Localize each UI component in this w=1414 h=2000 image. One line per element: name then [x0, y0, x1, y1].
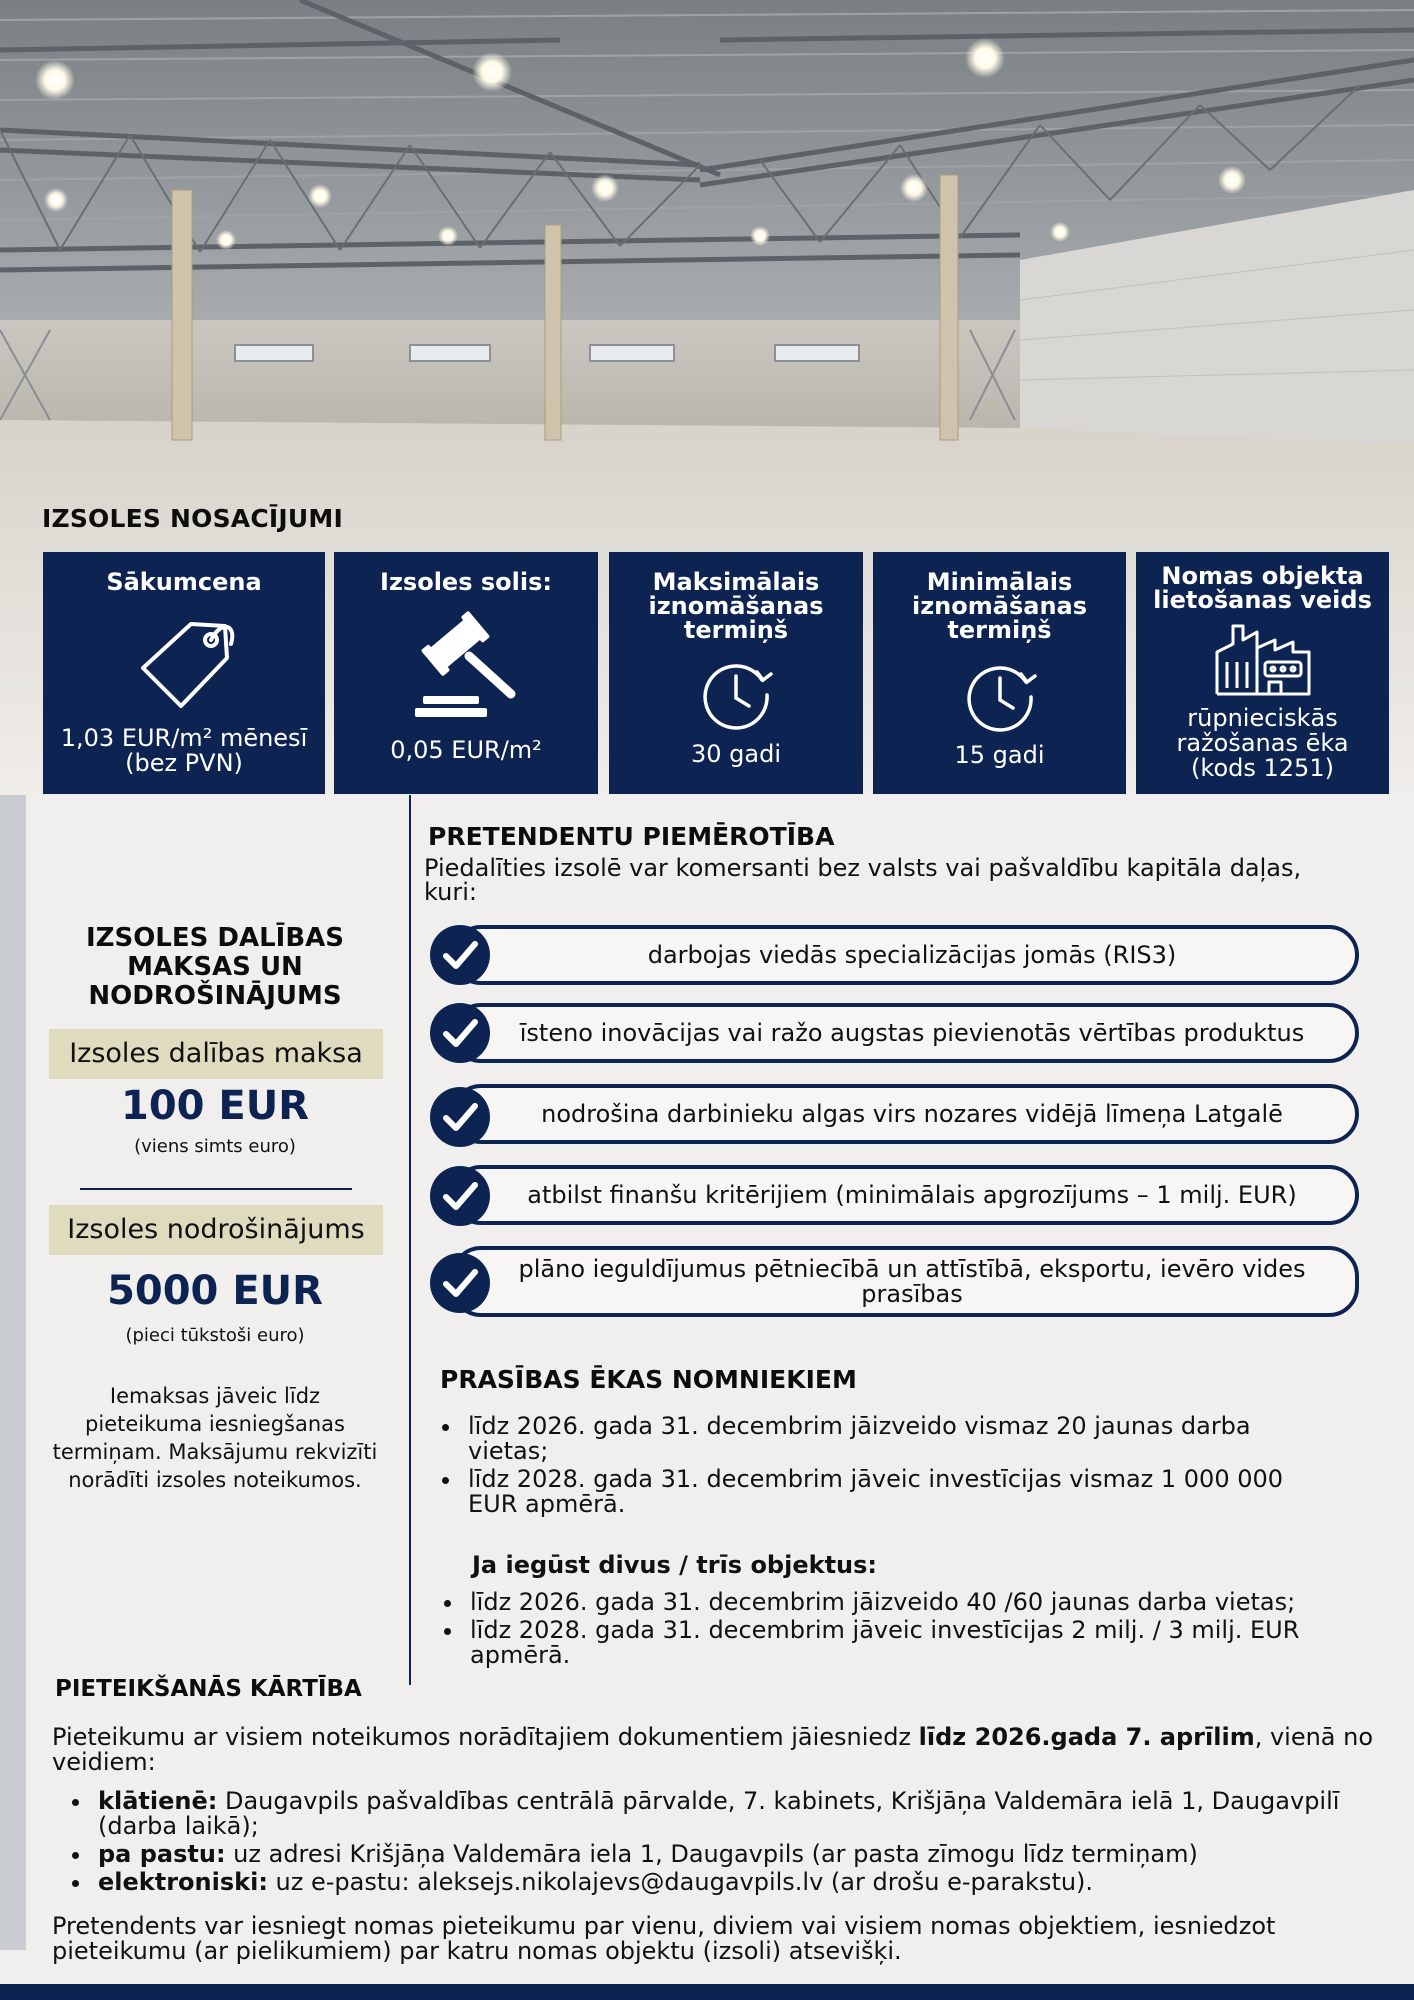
- method-label: elektroniski:: [98, 1868, 268, 1896]
- card-use-type: [1136, 552, 1389, 794]
- application-methods: [68, 1789, 1348, 1898]
- suitability-item-text: plāno ieguldījumus pētniecībā un attīstībā, eksportu, ievēro vides prasības: [518, 1254, 1306, 1308]
- participation-fee-amount: 100 EUR: [120, 1083, 310, 1129]
- card-starting-price: [43, 552, 325, 794]
- method-text: uz adresi Krišjāņa Valdemāra iela 1, Daugavpils (ar pasta zīmogu līdz termiņam): [225, 1840, 1198, 1868]
- list-item: līdz 2026. gada 31. decembrim jāizveido vismaz 20 jaunas darba vietas;: [438, 1414, 1338, 1464]
- card-value: 0,05 EUR/m²: [390, 736, 542, 764]
- suitability-item: [451, 925, 1359, 985]
- checkmark-icon: [430, 1166, 490, 1226]
- participation-fee-words: (viens simts euro): [134, 1136, 296, 1157]
- deposit-words: (pieci tūkstoši euro): [125, 1325, 305, 1346]
- suitability-item: [451, 1003, 1359, 1063]
- participation-fee-label: Izsoles dalības maksa: [49, 1029, 383, 1079]
- checkmark-icon: [430, 1253, 490, 1313]
- list-item: līdz 2026. gada 31. decembrim jāizveido 40 /60 jaunas darba vietas;: [440, 1590, 1360, 1615]
- card-max-term: [609, 552, 863, 794]
- clock-icon: [963, 660, 1037, 738]
- requirements-title: PRASĪBAS ĒKAS NOMNIEKIEM: [440, 1365, 857, 1394]
- suitability-item: [451, 1165, 1359, 1225]
- checkmark-icon: [430, 1003, 490, 1063]
- price-tag-icon: [129, 610, 239, 724]
- suitability-item-text: darbojas viedās specializācijas jomās (RIS3): [647, 940, 1177, 969]
- card-title: Nomas objekta lietošanas veids: [1153, 562, 1372, 614]
- checkmark-icon: [430, 925, 490, 985]
- list-item: [68, 1789, 1348, 1839]
- gavel-icon: [411, 608, 521, 724]
- fee-divider: [80, 1188, 352, 1190]
- suitability-item-text: īsteno inovācijas vai ražo augstas pievienotās vērtības produktus: [519, 1018, 1305, 1047]
- card-value: rūpnieciskās ražošanas ēka (kods 1251): [1176, 704, 1349, 782]
- card-title: Izsoles solis:: [380, 568, 552, 596]
- payment-note: Iemaksas jāveic līdz pieteikuma iesniegšanas termiņam. Maksājumu rekvizīti norādīti izsoles noteikumos.: [52, 1384, 378, 1492]
- list-item: līdz 2028. gada 31. decembrim jāveic investīcijas 2 milj. / 3 milj. EUR apmērā.: [440, 1618, 1360, 1668]
- clock-icon: [699, 658, 773, 736]
- method-label: klātienē:: [98, 1787, 218, 1815]
- suitability-item-text: nodrošina darbinieku algas virs nozares vidējā līmeņa Latgalē: [541, 1099, 1283, 1128]
- left-decor-stripe: [0, 795, 26, 1950]
- list-item: [68, 1842, 1348, 1867]
- card-bid-step: [334, 552, 598, 794]
- multi-object-list: [440, 1590, 1360, 1671]
- suitability-item: [451, 1084, 1359, 1144]
- application-footer: Pretendents var iesniegt nomas pieteikumu par vienu, diviem vai visiem nomas objektiem, iesniedzot pieteikumu (ar pielikumiem) par katru nomas objektu (izsoli) atsevišķi.: [52, 1912, 1276, 1965]
- list-item: [68, 1870, 1348, 1895]
- card-title: Sākumcena: [106, 568, 262, 596]
- card-title: Minimālais iznomāšanas termiņš: [911, 568, 1088, 644]
- conditions-title: IZSOLES NOSACĪJUMI: [42, 504, 343, 533]
- method-label: pa pastu:: [98, 1840, 226, 1868]
- card-value: 1,03 EUR/m² mēnesī (bez PVN): [60, 724, 308, 777]
- suitability-intro: Piedalīties izsolē var komersanti bez valsts vai pašvaldību kapitāla daļas, kuri:: [424, 854, 1302, 906]
- fees-title: IZSOLES DALĪBAS MAKSAS UN NODROŠINĀJUMS: [85, 923, 345, 1011]
- method-text: uz e-pastu: aleksejs.nikolajevs@daugavpils.lv (ar drošu e-parakstu).: [267, 1868, 1094, 1896]
- card-min-term: [873, 552, 1126, 794]
- deposit-label: Izsoles nodrošinājums: [49, 1205, 383, 1255]
- multi-object-title: Ja iegūst divus / trīs objektus:: [472, 1551, 878, 1579]
- application-deadline: līdz 2026.gada 7. aprīlim: [918, 1723, 1255, 1751]
- list-item: līdz 2028. gada 31. decembrim jāveic investīcijas vismaz 1 000 000 EUR apmērā.: [438, 1467, 1338, 1517]
- factory-icon: [1213, 618, 1313, 702]
- card-value: 15 gadi: [954, 741, 1045, 769]
- application-title: PIETEIKŠANĀS KĀRTĪBA: [55, 1676, 362, 1702]
- application-intro: [52, 1725, 1382, 1775]
- card-title: Maksimālais iznomāšanas termiņš: [648, 568, 824, 644]
- column-divider: [409, 795, 411, 1685]
- checkmark-icon: [430, 1087, 490, 1147]
- footer-bar: [0, 1984, 1414, 2000]
- card-value: 30 gadi: [690, 740, 781, 768]
- requirements-list: [438, 1414, 1338, 1520]
- suitability-item: [451, 1246, 1359, 1317]
- application-intro-suffix: , vienā no veidiem:: [52, 1723, 1374, 1776]
- method-text: Daugavpils pašvaldības centrālā pārvalde, 7. kabinets, Krišjāņa Valdemāra ielā 1, Daugavpilī (darba laikā);: [98, 1787, 1340, 1840]
- application-intro-prefix: Pieteikumu ar visiem noteikumos norādītajiem dokumentiem jāiesniedz: [52, 1723, 919, 1751]
- suitability-item-text: atbilst finanšu kritērijiem (minimālais apgrozījums – 1 milj. EUR): [527, 1180, 1297, 1209]
- suitability-title: PRETENDENTU PIEMĒROTĪBA: [428, 822, 835, 851]
- deposit-amount: 5000 EUR: [107, 1268, 323, 1314]
